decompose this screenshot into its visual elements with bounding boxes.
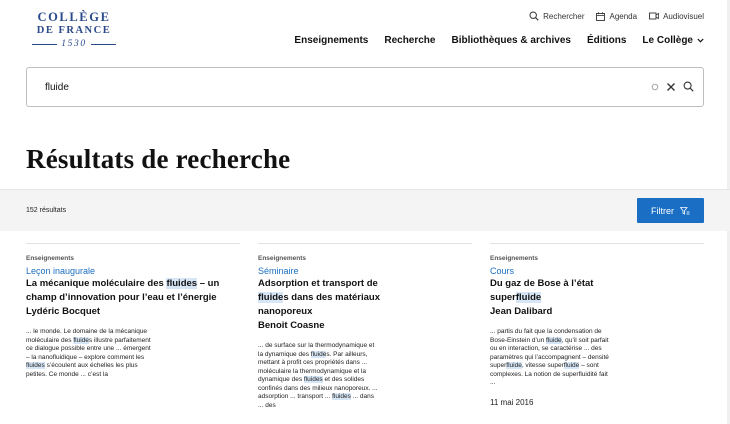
card-category: Enseignements xyxy=(490,255,539,262)
search-field-actions xyxy=(651,81,694,92)
title-highlight: fluide xyxy=(258,292,284,303)
logo-line-2: DE FRANCE xyxy=(36,25,112,36)
excerpt-text: – sont complexes. La notion de superfluidité fait ... xyxy=(490,362,608,386)
page-title: Résultats de recherche xyxy=(26,144,291,174)
clear-icon[interactable] xyxy=(666,82,676,92)
search-field[interactable] xyxy=(26,67,704,107)
utility-links xyxy=(529,11,704,21)
excerpt-text: s. Par ailleurs, mettant à profit ces propriétés dans ... moléculaire la thermodynamique et la dynamique des xyxy=(258,350,368,383)
main-nav xyxy=(294,35,704,46)
card-divider xyxy=(490,243,704,244)
excerpt-highlight: fluides xyxy=(26,362,45,369)
title-text: – un champ d’innovation pour l’eau et l’énergie xyxy=(26,278,220,303)
nav-item-label: Le Collège xyxy=(642,35,693,46)
card-excerpt xyxy=(26,328,151,379)
results-count: 152 résultats xyxy=(26,207,67,214)
nav-item-bibliotheques[interactable] xyxy=(451,35,570,46)
filter-button[interactable] xyxy=(637,198,704,223)
card-title[interactable] xyxy=(490,277,610,305)
excerpt-text: ... dans ... des xyxy=(258,393,374,409)
utility-audiovisuel-link[interactable] xyxy=(649,12,704,21)
search-input[interactable]: fluide xyxy=(45,82,69,93)
utility-agenda-link[interactable] xyxy=(596,12,637,21)
nav-item-label: Recherche xyxy=(384,35,436,46)
college-de-france-logo[interactable] xyxy=(32,11,116,49)
nav-item-label: Éditions xyxy=(586,35,627,46)
excerpt-text: ... le monde. Le domaine de la mécanique moléculaire des xyxy=(26,328,148,344)
nav-item-enseignements[interactable] xyxy=(294,35,368,46)
chevron-down-icon xyxy=(697,38,704,43)
excerpt-highlight: fluide xyxy=(563,362,580,369)
title-text: Adsorption et transport de xyxy=(258,278,378,289)
excerpt-text: , qu’il soit parfait ou en interaction, se caractérise ... des paramètres qui l’accompagnent – densité super xyxy=(490,336,609,369)
excerpt-text: et des solides confinés dans des milieux nanoporeux. ... adsorption ... transport ... xyxy=(258,376,378,400)
loading-icon xyxy=(651,83,659,91)
result-card[interactable] xyxy=(26,243,240,379)
excerpt-highlight: fluides xyxy=(332,393,351,400)
card-divider xyxy=(258,243,472,244)
utility-search-link[interactable] xyxy=(529,11,584,21)
logo-year-row xyxy=(32,39,116,49)
logo-rule-left xyxy=(32,44,57,45)
filter-button-label: Filtrer xyxy=(651,205,674,216)
result-card[interactable] xyxy=(258,243,472,410)
nav-item-label: Enseignements xyxy=(294,35,369,46)
excerpt-text: s illustre parfaitement ce dialogue possible entre une ... émergent – la nanofluidique – explore comment les xyxy=(26,336,151,361)
card-type[interactable]: Leçon inaugurale xyxy=(26,266,96,276)
title-text: Du gaz de Bose à l’état super xyxy=(490,278,594,303)
title-highlight: fluides xyxy=(166,278,198,289)
excerpt-highlight: fluide xyxy=(546,336,562,344)
filter-icon xyxy=(680,207,690,215)
excerpt-highlight: fluide xyxy=(73,336,89,344)
excerpt-highlight: fluides xyxy=(303,376,323,383)
card-author: Lydéric Bocquet xyxy=(26,306,101,317)
excerpt-text: ... de surface sur la thermodynamique et la dynamique des xyxy=(258,342,375,358)
title-highlight: fluide xyxy=(515,292,542,303)
excerpt-highlight: fluide xyxy=(310,350,327,358)
excerpt-text: , vitesse super xyxy=(521,362,564,369)
calendar-icon xyxy=(596,12,605,21)
card-excerpt xyxy=(258,342,380,410)
excerpt-highlight: fluide xyxy=(506,362,522,369)
card-type[interactable]: Cours xyxy=(490,266,515,276)
nav-item-label: Bibliothèques & archives xyxy=(451,35,571,46)
nav-item-editions[interactable] xyxy=(587,35,626,46)
card-author: Jean Dalibard xyxy=(490,306,553,317)
utility-audiovisuel-label: Audiovisuel xyxy=(663,11,704,21)
utility-agenda-label: Agenda xyxy=(609,11,638,21)
card-divider xyxy=(26,243,240,244)
excerpt-text: ... partis du fait que la condensation de Bose-Einstein d’un xyxy=(490,328,602,344)
excerpt-text: s’écoulent aux échelles les plus petites. Ce monde ... c’est la xyxy=(26,362,138,378)
title-text: La mécanique moléculaire des xyxy=(26,278,167,289)
nav-item-le-college[interactable] xyxy=(642,35,704,46)
card-type[interactable]: Séminaire xyxy=(258,266,299,276)
logo-line-1: COLLÈGE xyxy=(37,10,111,24)
utility-search-label: Rechercher xyxy=(543,11,585,21)
logo-year: 1530 xyxy=(61,39,87,49)
card-title[interactable] xyxy=(258,277,388,319)
card-excerpt xyxy=(490,328,614,388)
result-card[interactable] xyxy=(490,243,704,407)
card-author: Benoit Coasne xyxy=(258,320,325,331)
card-category: Enseignements xyxy=(26,255,75,262)
search-icon xyxy=(529,11,539,21)
card-title[interactable] xyxy=(26,277,240,305)
search-submit-icon[interactable] xyxy=(683,81,694,92)
results-bar xyxy=(0,189,730,231)
card-category: Enseignements xyxy=(258,255,307,262)
logo-rule-right xyxy=(91,44,116,45)
video-icon xyxy=(649,12,659,20)
card-date: 11 mai 2016 xyxy=(490,397,534,407)
nav-item-recherche[interactable] xyxy=(384,35,435,46)
title-text: s dans des matériaux nanoporeux xyxy=(258,292,380,317)
